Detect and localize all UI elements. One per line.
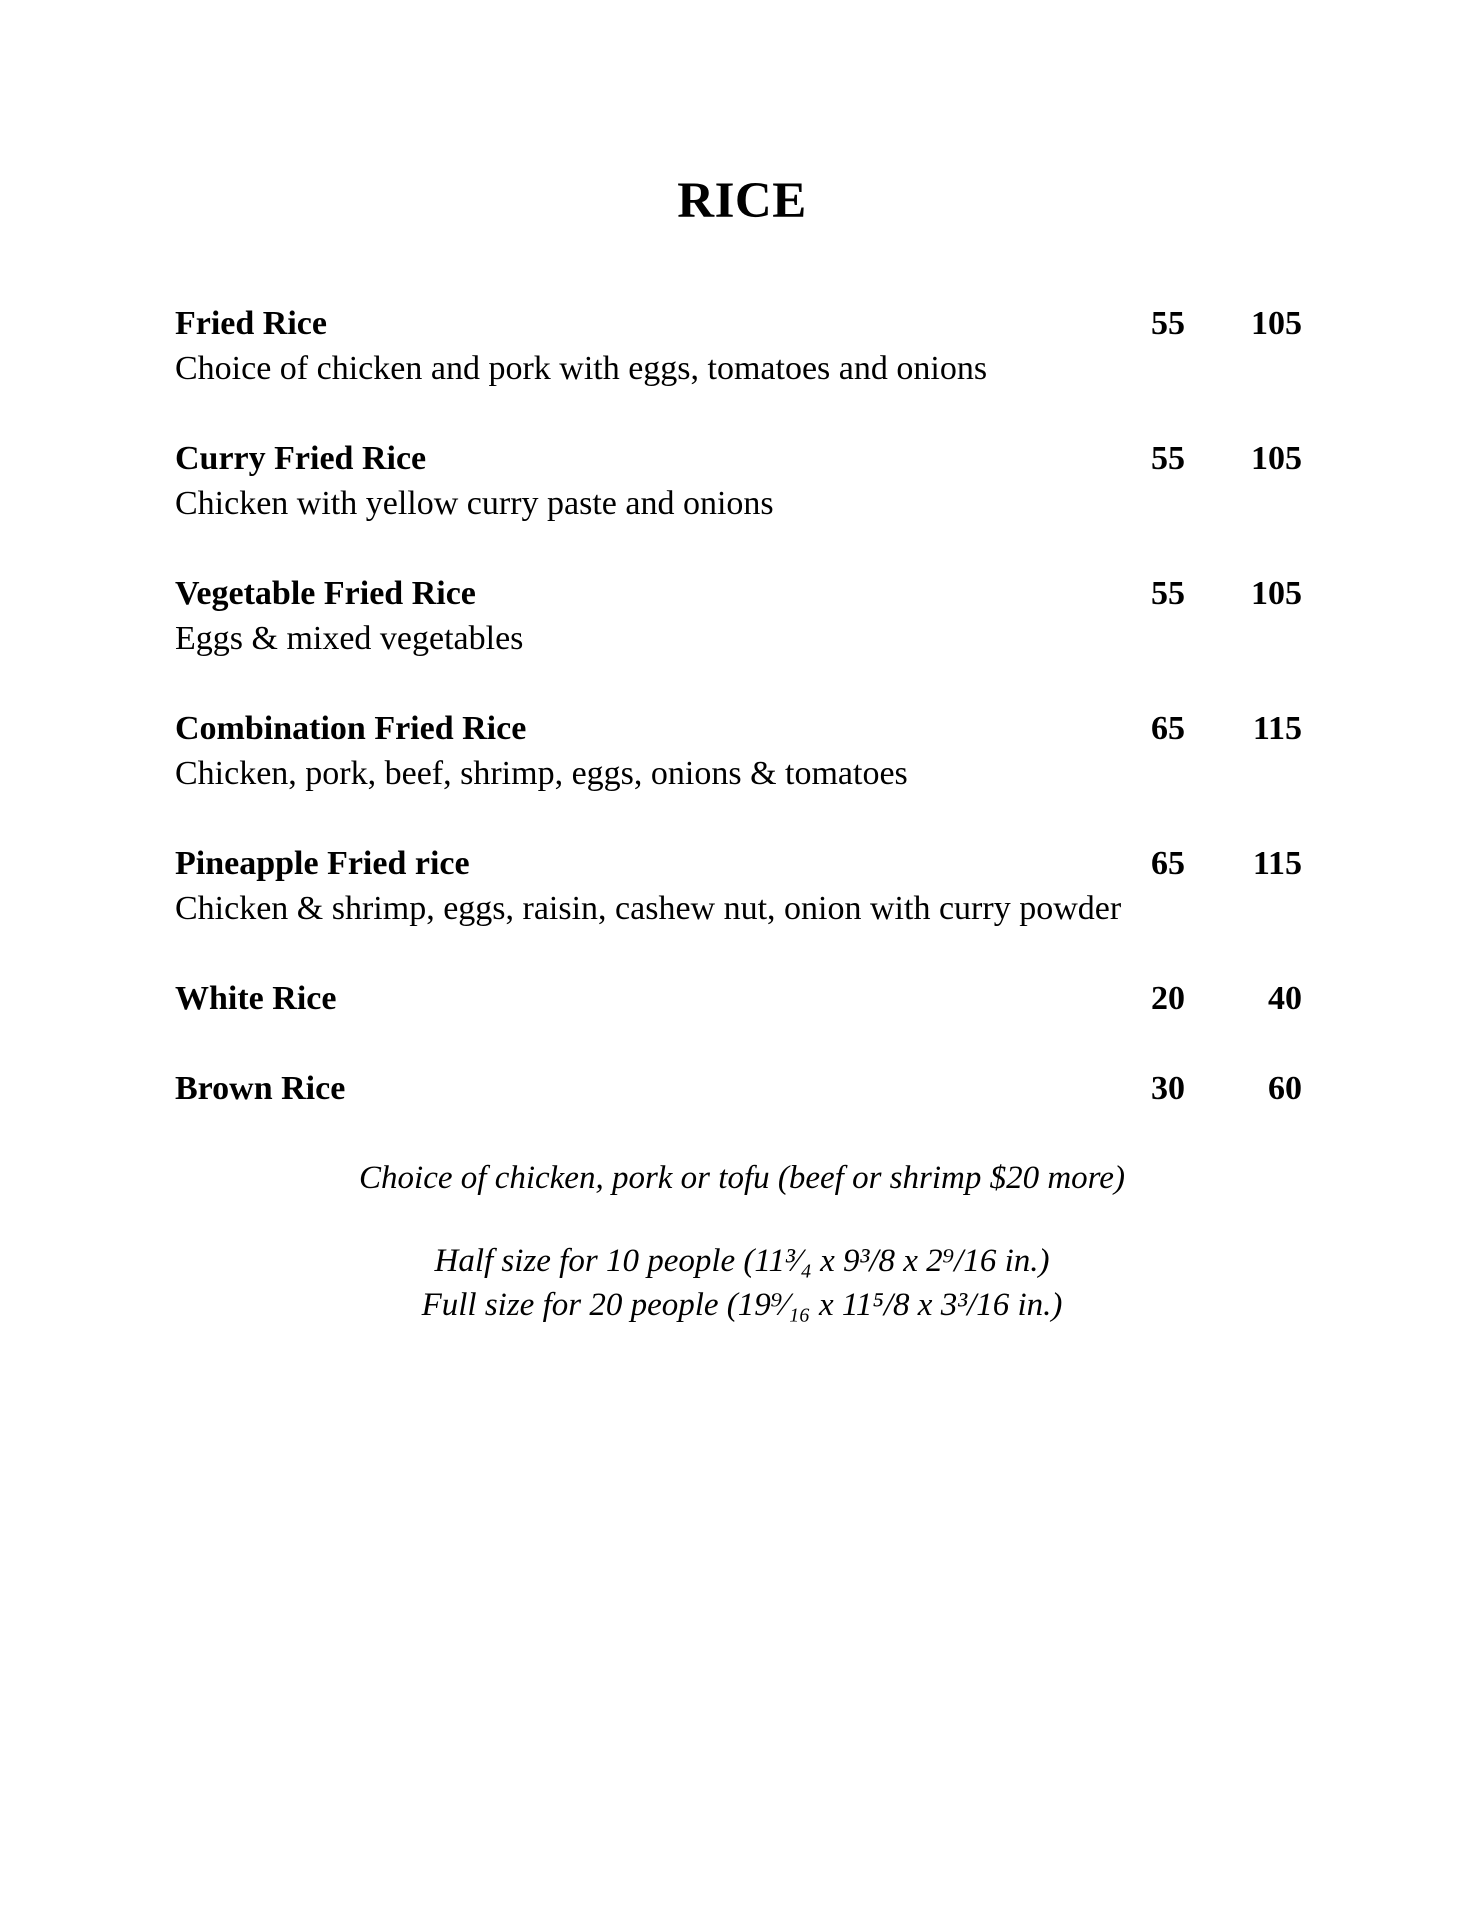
item-name: Pineapple Fried rice [175,845,470,882]
item-name: Vegetable Fried Rice [175,575,476,612]
item-price-full: 105 [1251,575,1302,612]
item-price-full: 115 [1252,710,1302,747]
half-size-note: Half size for 10 people (11³⁄₄ x 9³/8 x 2⁹/16 in.) [434,1243,1050,1279]
item-row [175,571,1302,616]
menu-item [175,301,1302,391]
item-description: Choice of chicken and pork with eggs, tomatoes and onions [175,350,988,387]
menu-item [175,706,1302,796]
menu-list [175,301,1302,1111]
item-name: Combination Fried Rice [175,710,527,747]
protein-choice-note: Choice of chicken, pork or tofu (beef or shrimp $20 more) [359,1160,1125,1196]
item-row [175,976,1302,1021]
menu-item [175,1066,1302,1111]
item-row [175,1066,1302,1111]
item-price-half: 20 [1151,980,1185,1017]
item-price-full: 60 [1268,1070,1302,1107]
footer-notes [0,1156,1484,1327]
item-price-half: 55 [1151,575,1185,612]
item-price-half: 55 [1151,305,1185,342]
item-price-half: 65 [1151,710,1185,747]
menu-item [175,841,1302,931]
item-price-full: 115 [1252,845,1302,882]
item-name: Curry Fried Rice [175,440,427,477]
item-name: White Rice [175,980,337,1017]
menu-item [175,571,1302,661]
item-row [175,706,1302,751]
item-price-full: 105 [1251,440,1302,477]
item-price-full: 105 [1251,305,1302,342]
item-row [175,436,1302,481]
menu-item [175,436,1302,526]
item-price-full: 40 [1268,980,1302,1017]
menu-item [175,976,1302,1021]
page-title: RICE [677,173,807,229]
item-price-half: 55 [1151,440,1185,477]
item-description: Chicken with yellow curry paste and onions [175,485,774,522]
item-description: Eggs & mixed vegetables [175,620,524,657]
item-row [175,841,1302,886]
item-name: Fried Rice [175,305,327,342]
item-name: Brown Rice [175,1070,346,1107]
item-row [175,301,1302,346]
item-price-half: 30 [1151,1070,1185,1107]
full-size-note: Full size for 20 people (19⁹⁄₁₆ x 11⁵/8 x 3³/16 in.) [421,1287,1063,1323]
item-price-half: 65 [1151,845,1185,882]
item-description: Chicken & shrimp, eggs, raisin, cashew nut, onion with curry powder [175,890,1122,927]
item-description: Chicken, pork, beef, shrimp, eggs, onions & tomatoes [175,755,908,792]
